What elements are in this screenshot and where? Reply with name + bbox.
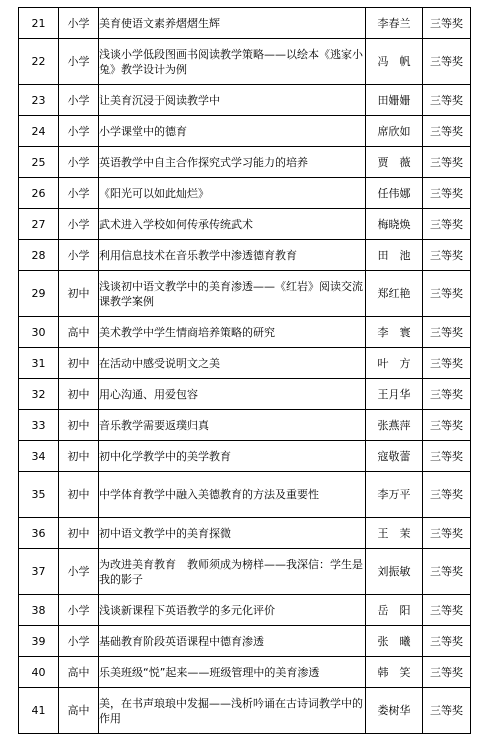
school-level: 初中	[59, 271, 99, 317]
author-name: 王 茉	[366, 518, 423, 549]
school-level: 小学	[59, 178, 99, 209]
award-table	[18, 7, 471, 734]
author-name: 席欣如	[366, 116, 423, 147]
school-level: 小学	[59, 147, 99, 178]
paper-title: 音乐教学需要返璞归真	[99, 410, 366, 441]
school-level: 小学	[59, 626, 99, 657]
paper-title: 美育使语文素养熠熠生辉	[99, 8, 366, 39]
author-name: 贾 薇	[366, 147, 423, 178]
author-name: 任伟娜	[366, 178, 423, 209]
row-number: 27	[19, 209, 59, 240]
author-name: 王月华	[366, 379, 423, 410]
paper-title: 美，在书声琅琅中发掘——浅析吟诵在古诗词教学中的作用	[99, 688, 366, 734]
paper-title: 中学体育教学中融入美德教育的方法及重要性	[99, 472, 366, 518]
school-level: 初中	[59, 410, 99, 441]
award-level: 三等奖	[423, 688, 471, 734]
paper-title: 浅谈初中语文教学中的美育渗透——《红岩》阅读交流课教学案例	[99, 271, 366, 317]
row-number: 30	[19, 317, 59, 348]
table-row	[19, 116, 471, 147]
author-name: 岳 阳	[366, 595, 423, 626]
award-level: 三等奖	[423, 209, 471, 240]
row-number: 22	[19, 39, 59, 85]
award-level: 三等奖	[423, 441, 471, 472]
award-level: 三等奖	[423, 8, 471, 39]
row-number: 34	[19, 441, 59, 472]
row-number: 24	[19, 116, 59, 147]
author-name: 冯 帆	[366, 39, 423, 85]
award-level: 三等奖	[423, 348, 471, 379]
table-row	[19, 39, 471, 85]
row-number: 31	[19, 348, 59, 379]
award-level: 三等奖	[423, 271, 471, 317]
school-level: 高中	[59, 688, 99, 734]
school-level: 初中	[59, 379, 99, 410]
table-row	[19, 348, 471, 379]
author-name: 李 寰	[366, 317, 423, 348]
author-name: 刘振敏	[366, 549, 423, 595]
award-level: 三等奖	[423, 518, 471, 549]
school-level: 初中	[59, 441, 99, 472]
table-row	[19, 410, 471, 441]
paper-title: 武术进入学校如何传承传统武术	[99, 209, 366, 240]
paper-title: 为改进美育教育 教师须成为榜样——我深信：学生是我的影子	[99, 549, 366, 595]
author-name: 张燕萍	[366, 410, 423, 441]
table-row	[19, 688, 471, 734]
table-row	[19, 178, 471, 209]
award-level: 三等奖	[423, 410, 471, 441]
award-level: 三等奖	[423, 626, 471, 657]
author-name: 娄树华	[366, 688, 423, 734]
school-level: 高中	[59, 317, 99, 348]
table-row	[19, 209, 471, 240]
row-number: 41	[19, 688, 59, 734]
table-row	[19, 595, 471, 626]
table-row	[19, 441, 471, 472]
paper-title: 初中化学教学中的美学教育	[99, 441, 366, 472]
award-level: 三等奖	[423, 549, 471, 595]
author-name: 韩 笑	[366, 657, 423, 688]
author-name: 李春兰	[366, 8, 423, 39]
school-level: 小学	[59, 549, 99, 595]
row-number: 29	[19, 271, 59, 317]
school-level: 小学	[59, 209, 99, 240]
author-name: 田姗姗	[366, 85, 423, 116]
row-number: 40	[19, 657, 59, 688]
table-row	[19, 657, 471, 688]
row-number: 23	[19, 85, 59, 116]
author-name: 张 曦	[366, 626, 423, 657]
school-level: 初中	[59, 518, 99, 549]
school-level: 小学	[59, 85, 99, 116]
table-row	[19, 8, 471, 39]
row-number: 39	[19, 626, 59, 657]
paper-title: 浅谈新课程下英语教学的多元化评价	[99, 595, 366, 626]
award-level: 三等奖	[423, 595, 471, 626]
paper-title: 基础教育阶段英语课程中德育渗透	[99, 626, 366, 657]
row-number: 26	[19, 178, 59, 209]
paper-title: 乐美班级“悦”起来——班级管理中的美育渗透	[99, 657, 366, 688]
award-level: 三等奖	[423, 317, 471, 348]
paper-title: 《阳光可以如此灿烂》	[99, 178, 366, 209]
table-row	[19, 379, 471, 410]
school-level: 小学	[59, 595, 99, 626]
paper-title: 在活动中感受说明文之美	[99, 348, 366, 379]
table-row	[19, 240, 471, 271]
award-level: 三等奖	[423, 147, 471, 178]
paper-title: 小学课堂中的德育	[99, 116, 366, 147]
paper-title: 浅谈小学低段图画书阅读教学策略——以绘本《逃家小兔》教学设计为例	[99, 39, 366, 85]
row-number: 32	[19, 379, 59, 410]
row-number: 25	[19, 147, 59, 178]
paper-title: 利用信息技术在音乐教学中渗透德育教育	[99, 240, 366, 271]
paper-title: 让美育沉浸于阅读教学中	[99, 85, 366, 116]
school-level: 小学	[59, 240, 99, 271]
author-name: 田 池	[366, 240, 423, 271]
award-level: 三等奖	[423, 85, 471, 116]
table-row	[19, 626, 471, 657]
school-level: 小学	[59, 39, 99, 85]
author-name: 叶 方	[366, 348, 423, 379]
row-number: 37	[19, 549, 59, 595]
table-row	[19, 472, 471, 518]
paper-title: 美术教学中学生情商培养策略的研究	[99, 317, 366, 348]
row-number: 35	[19, 472, 59, 518]
award-level: 三等奖	[423, 472, 471, 518]
paper-title: 初中语文教学中的美育探微	[99, 518, 366, 549]
table-row	[19, 271, 471, 317]
award-level: 三等奖	[423, 379, 471, 410]
paper-title: 用心沟通、用爱包容	[99, 379, 366, 410]
school-level: 高中	[59, 657, 99, 688]
award-level: 三等奖	[423, 178, 471, 209]
author-name: 寇敬蕾	[366, 441, 423, 472]
award-level: 三等奖	[423, 657, 471, 688]
row-number: 36	[19, 518, 59, 549]
school-level: 初中	[59, 348, 99, 379]
paper-title: 英语教学中自主合作探究式学习能力的培养	[99, 147, 366, 178]
table-row	[19, 147, 471, 178]
row-number: 38	[19, 595, 59, 626]
award-level: 三等奖	[423, 240, 471, 271]
table-row	[19, 85, 471, 116]
table-row	[19, 317, 471, 348]
table-row	[19, 549, 471, 595]
school-level: 小学	[59, 116, 99, 147]
author-name: 李万平	[366, 472, 423, 518]
author-name: 郑红艳	[366, 271, 423, 317]
row-number: 33	[19, 410, 59, 441]
row-number: 28	[19, 240, 59, 271]
author-name: 梅晓焕	[366, 209, 423, 240]
award-level: 三等奖	[423, 116, 471, 147]
award-level: 三等奖	[423, 39, 471, 85]
school-level: 小学	[59, 8, 99, 39]
school-level: 初中	[59, 472, 99, 518]
table-row	[19, 518, 471, 549]
row-number: 21	[19, 8, 59, 39]
